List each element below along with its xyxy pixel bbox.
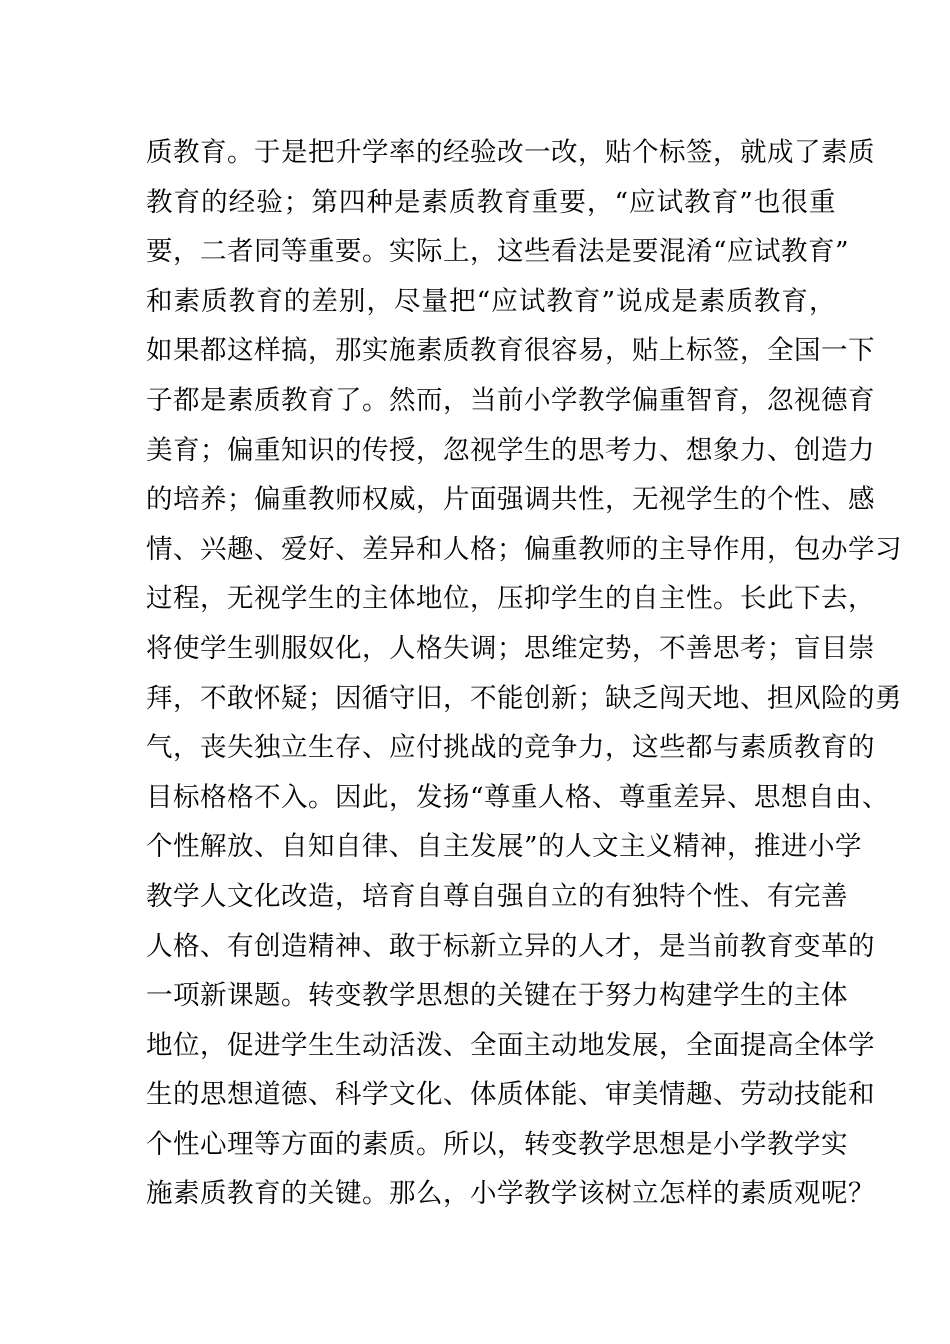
text-line: 施素质教育的关键。那么，小学教学该树立怎样的素质观呢？ — [146, 1178, 875, 1210]
body-text — [146, 128, 902, 1219]
text-line: 过程，无视学生的主体地位，压抑学生的自主性。长此下去， — [146, 583, 875, 615]
text-line: 教学人文化改造，培育自尊自强自立的有独特个性、有完善 — [146, 880, 848, 912]
text-line: 子都是素质教育了。然而，当前小学教学偏重智育，忽视德育 — [146, 384, 875, 416]
text-line: 要，二者同等重要。实际上，这些看法是要混淆“应试教育” — [146, 236, 850, 268]
text-line: 情、兴趣、爱好、差异和人格；偏重教师的主导作用，包办学习 — [146, 533, 902, 565]
text-line: 一项新课题。转变教学思想的关键在于努力构建学生的主体 — [146, 980, 848, 1012]
text-line: 的培养；偏重教师权威，片面强调共性，无视学生的个性、感 — [146, 484, 875, 516]
text-line: 和素质教育的差别，尽量把“应试教育”说成是素质教育， — [146, 285, 836, 317]
text-line: 个性心理等方面的素质。所以，转变教学思想是小学教学实 — [146, 1128, 848, 1160]
text-line: 如果都这样搞，那实施素质教育很容易，贴上标签，全国一下 — [146, 335, 875, 367]
text-line: 教育的经验；第四种是素质教育重要，“应试教育”也很重 — [146, 186, 836, 218]
text-line: 将使学生驯服奴化，人格失调；思维定势，不善思考；盲目崇 — [146, 632, 875, 664]
text-line: 目标格格不入。因此，发扬“尊重人格、尊重差异、思想自由、 — [146, 781, 890, 813]
text-line: 美育；偏重知识的传授，忽视学生的思考力、想象力、创造力 — [146, 434, 875, 466]
text-line: 地位，促进学生生动活泼、全面主动地发展，全面提高全体学 — [146, 1029, 875, 1061]
text-line: 气，丧失独立生存、应付挑战的竞争力，这些都与素质教育的 — [146, 732, 875, 764]
text-line: 人格、有创造精神、敢于标新立异的人才，是当前教育变革的 — [146, 930, 875, 962]
text-line: 生的思想道德、科学文化、体质体能、审美情趣、劳动技能和 — [146, 1079, 875, 1111]
text-line: 质教育。于是把升学率的经验改一改，贴个标签，就成了素质 — [146, 137, 875, 168]
text-line: 拜，不敢怀疑；因循守旧，不能创新；缺乏闯天地、担风险的勇 — [146, 682, 902, 714]
text-line: 个性解放、自知自律、自主发展”的人文主义精神，推进小学 — [146, 831, 863, 863]
